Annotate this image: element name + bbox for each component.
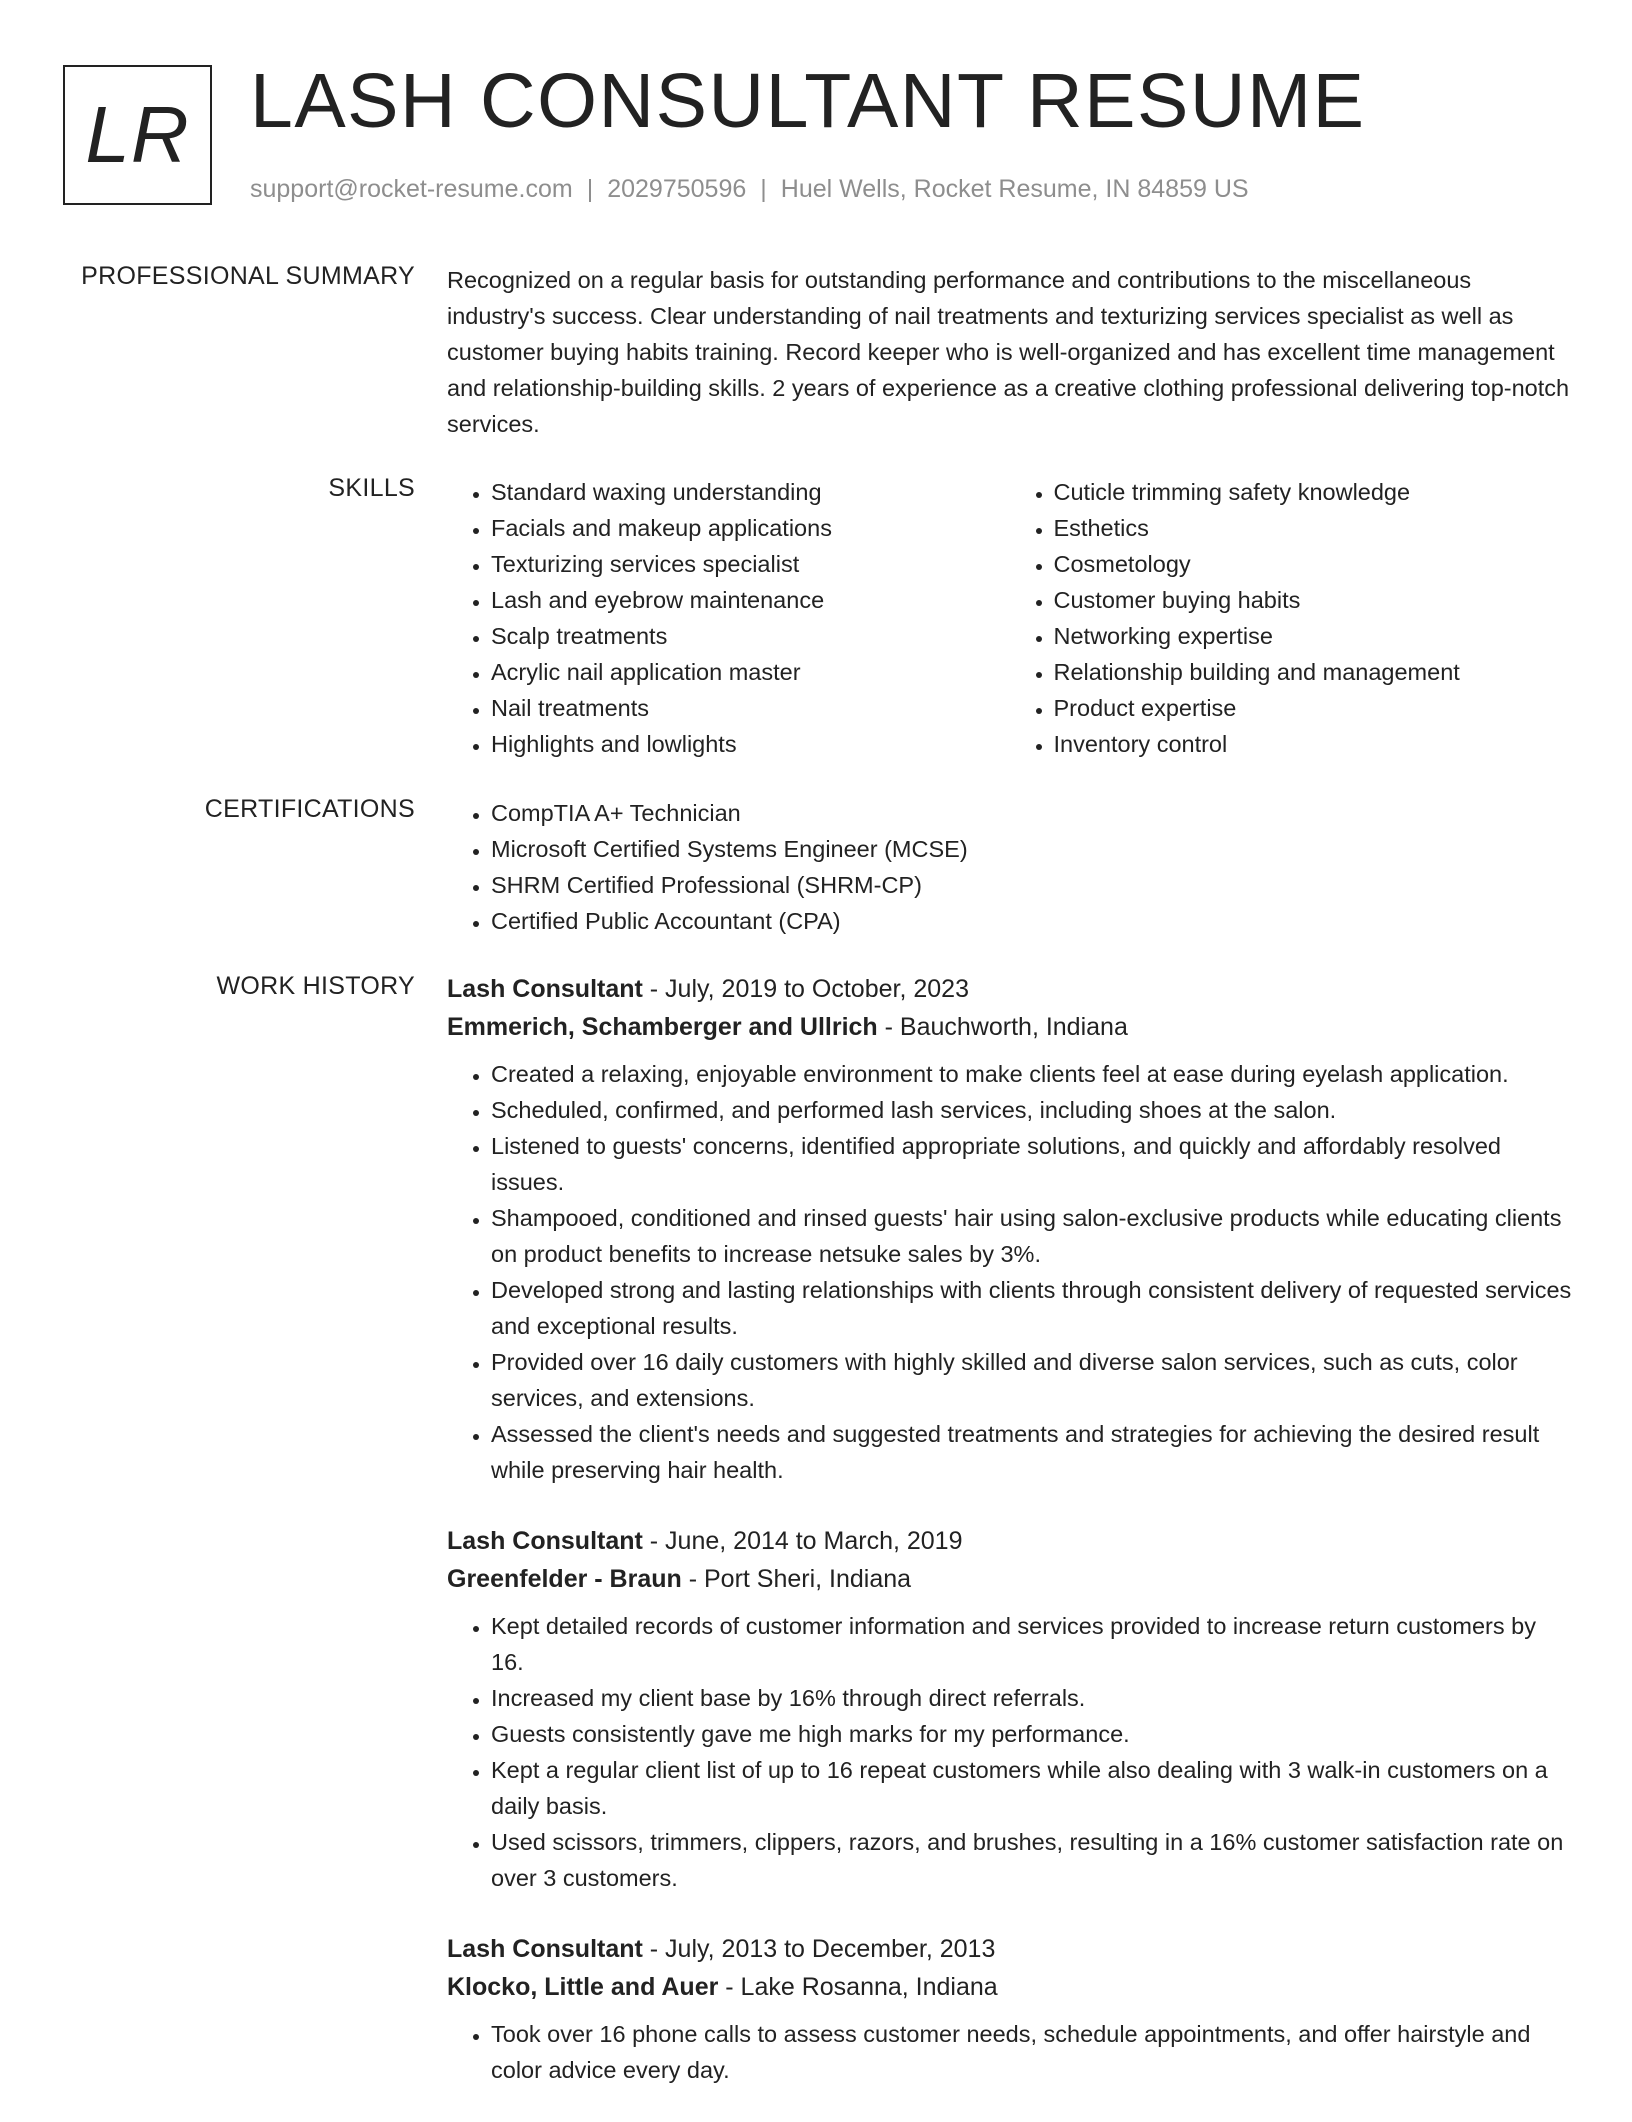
skill-item: • Customer buying habits: [1054, 582, 1573, 618]
contact-address: Huel Wells, Rocket Resume, IN 84859 US: [780, 175, 1249, 203]
job-entry: [447, 1930, 1572, 2088]
skill-item: • Networking expertise: [1054, 618, 1573, 654]
job-bullet: • Assessed the client's needs and suggested treatments and strategies for achieving the desired result while preserving hair health.: [491, 1416, 1572, 1488]
job-bullet: • Developed strong and lasting relationships with clients through consistent delivery of requested services and exceptional results.: [491, 1272, 1572, 1344]
job-bullet: • Increased my client base by 16% through direct referrals.: [491, 1680, 1572, 1716]
job-company: Emmerich, Schamberger and Ullrich: [447, 1013, 878, 1041]
monogram-logo: LR: [63, 65, 212, 205]
certification-item: • Certified Public Accountant (CPA): [491, 903, 1572, 939]
job-location: - Port Sheri, Indiana: [681, 1565, 912, 1593]
job-bullet: • Kept a regular client list of up to 16 repeat customers while also dealing with 3 walk-in customers on a daily basis.: [491, 1752, 1572, 1824]
job-title: Lash Consultant: [447, 1527, 643, 1555]
job-title-line: [447, 970, 1572, 1008]
resume-title: LASH CONSULTANT RESUME: [250, 58, 1366, 144]
job-title: Lash Consultant: [447, 1935, 643, 1963]
certifications-label: CERTIFICATIONS: [204, 795, 415, 823]
work-history-label: WORK HISTORY: [216, 972, 415, 1000]
contact-phone: 2029750596: [607, 175, 747, 203]
job-bullet: • Shampooed, conditioned and rinsed guests' hair using salon-exclusive products while educating clients on product benefits to increase netsuke sales by 3%.: [491, 1200, 1572, 1272]
skills-label: SKILLS: [328, 474, 415, 502]
skill-item: • Lash and eyebrow maintenance: [491, 582, 1010, 618]
certifications-content: [447, 795, 1572, 939]
summary-text: Recognized on a regular basis for outstanding performance and contributions to the miscellaneous industry's success. Clear understanding of nail treatments and texturizing services specialist as well as customer buying habits training. Record keeper who is well-organized and has excellent time management and relationship-building skills. 2 years of experience as a creative clothing professional delivering top-notch services.: [447, 267, 1570, 437]
skill-item: • Highlights and lowlights: [491, 726, 1010, 762]
job-dates: - June, 2014 to March, 2019: [642, 1527, 963, 1555]
job-company: Klocko, Little and Auer: [447, 1973, 719, 2001]
contact-separator: |: [760, 175, 767, 203]
work-history-content: [447, 970, 1572, 2122]
certification-item: • CompTIA A+ Technician: [491, 795, 1572, 831]
skills-list-left: [447, 474, 1010, 762]
job-entry: [447, 1522, 1572, 1896]
job-bullet: • Created a relaxing, enjoyable environment to make clients feel at ease during eyelash application.: [491, 1056, 1572, 1092]
certification-item: • Microsoft Certified Systems Engineer (MCSE): [491, 831, 1572, 867]
skill-item: • Cuticle trimming safety knowledge: [1054, 474, 1573, 510]
job-bullets: [447, 1056, 1572, 1488]
job-location: - Lake Rosanna, Indiana: [718, 1973, 998, 2001]
skill-item: • Facials and makeup applications: [491, 510, 1010, 546]
skill-item: • Esthetics: [1054, 510, 1573, 546]
skill-item: • Texturizing services specialist: [491, 546, 1010, 582]
job-title: Lash Consultant: [447, 975, 643, 1003]
job-bullet: • Listened to guests' concerns, identified appropriate solutions, and quickly and affordably resolved issues.: [491, 1128, 1572, 1200]
contact-line: [250, 175, 1249, 204]
job-bullet: • Guests consistently gave me high marks for my performance.: [491, 1716, 1572, 1752]
job-bullet: • Took over 16 phone calls to assess customer needs, schedule appointments, and offer hairstyle and color advice every day.: [491, 2016, 1572, 2088]
contact-email: support@rocket-resume.com: [250, 175, 573, 203]
certifications-list: [447, 795, 1572, 939]
job-bullets: [447, 2016, 1572, 2088]
skill-item: • Relationship building and management: [1054, 654, 1573, 690]
skill-item: • Inventory control: [1054, 726, 1573, 762]
skill-item: • Nail treatments: [491, 690, 1010, 726]
skill-item: • Standard waxing understanding: [491, 474, 1010, 510]
job-bullet: • Kept detailed records of customer information and services provided to increase return customers by 16.: [491, 1608, 1572, 1680]
skill-item: • Cosmetology: [1054, 546, 1573, 582]
job-bullet: • Used scissors, trimmers, clippers, razors, and brushes, resulting in a 16% customer satisfaction rate on over 3 customers.: [491, 1824, 1572, 1896]
job-title-line: [447, 1522, 1572, 1560]
job-company: Greenfelder - Braun: [447, 1565, 682, 1593]
job-bullets: [447, 1608, 1572, 1896]
job-company-line: [447, 1008, 1572, 1046]
job-bullet: • Scheduled, confirmed, and performed lash services, including shoes at the salon.: [491, 1092, 1572, 1128]
skills-content: [447, 474, 1572, 762]
job-title-line: [447, 1930, 1572, 1968]
job-company-line: [447, 1968, 1572, 2006]
summary-label: PROFESSIONAL SUMMARY: [81, 262, 415, 290]
contact-separator: |: [586, 175, 594, 203]
skill-item: • Product expertise: [1054, 690, 1573, 726]
job-dates: - July, 2019 to October, 2023: [642, 975, 969, 1003]
skill-item: • Scalp treatments: [491, 618, 1010, 654]
job-location: - Bauchworth, Indiana: [877, 1013, 1128, 1041]
skills-list-right: [1010, 474, 1573, 762]
skill-item: • Acrylic nail application master: [491, 654, 1010, 690]
job-company-line: [447, 1560, 1572, 1598]
job-dates: - July, 2013 to December, 2013: [642, 1935, 996, 1963]
job-bullet: • Provided over 16 daily customers with highly skilled and diverse salon services, such as cuts, color services, and extensions.: [491, 1344, 1572, 1416]
summary-content: [447, 262, 1572, 442]
job-entry: [447, 970, 1572, 1488]
certification-item: • SHRM Certified Professional (SHRM-CP): [491, 867, 1572, 903]
resume-header: [63, 58, 1592, 215]
